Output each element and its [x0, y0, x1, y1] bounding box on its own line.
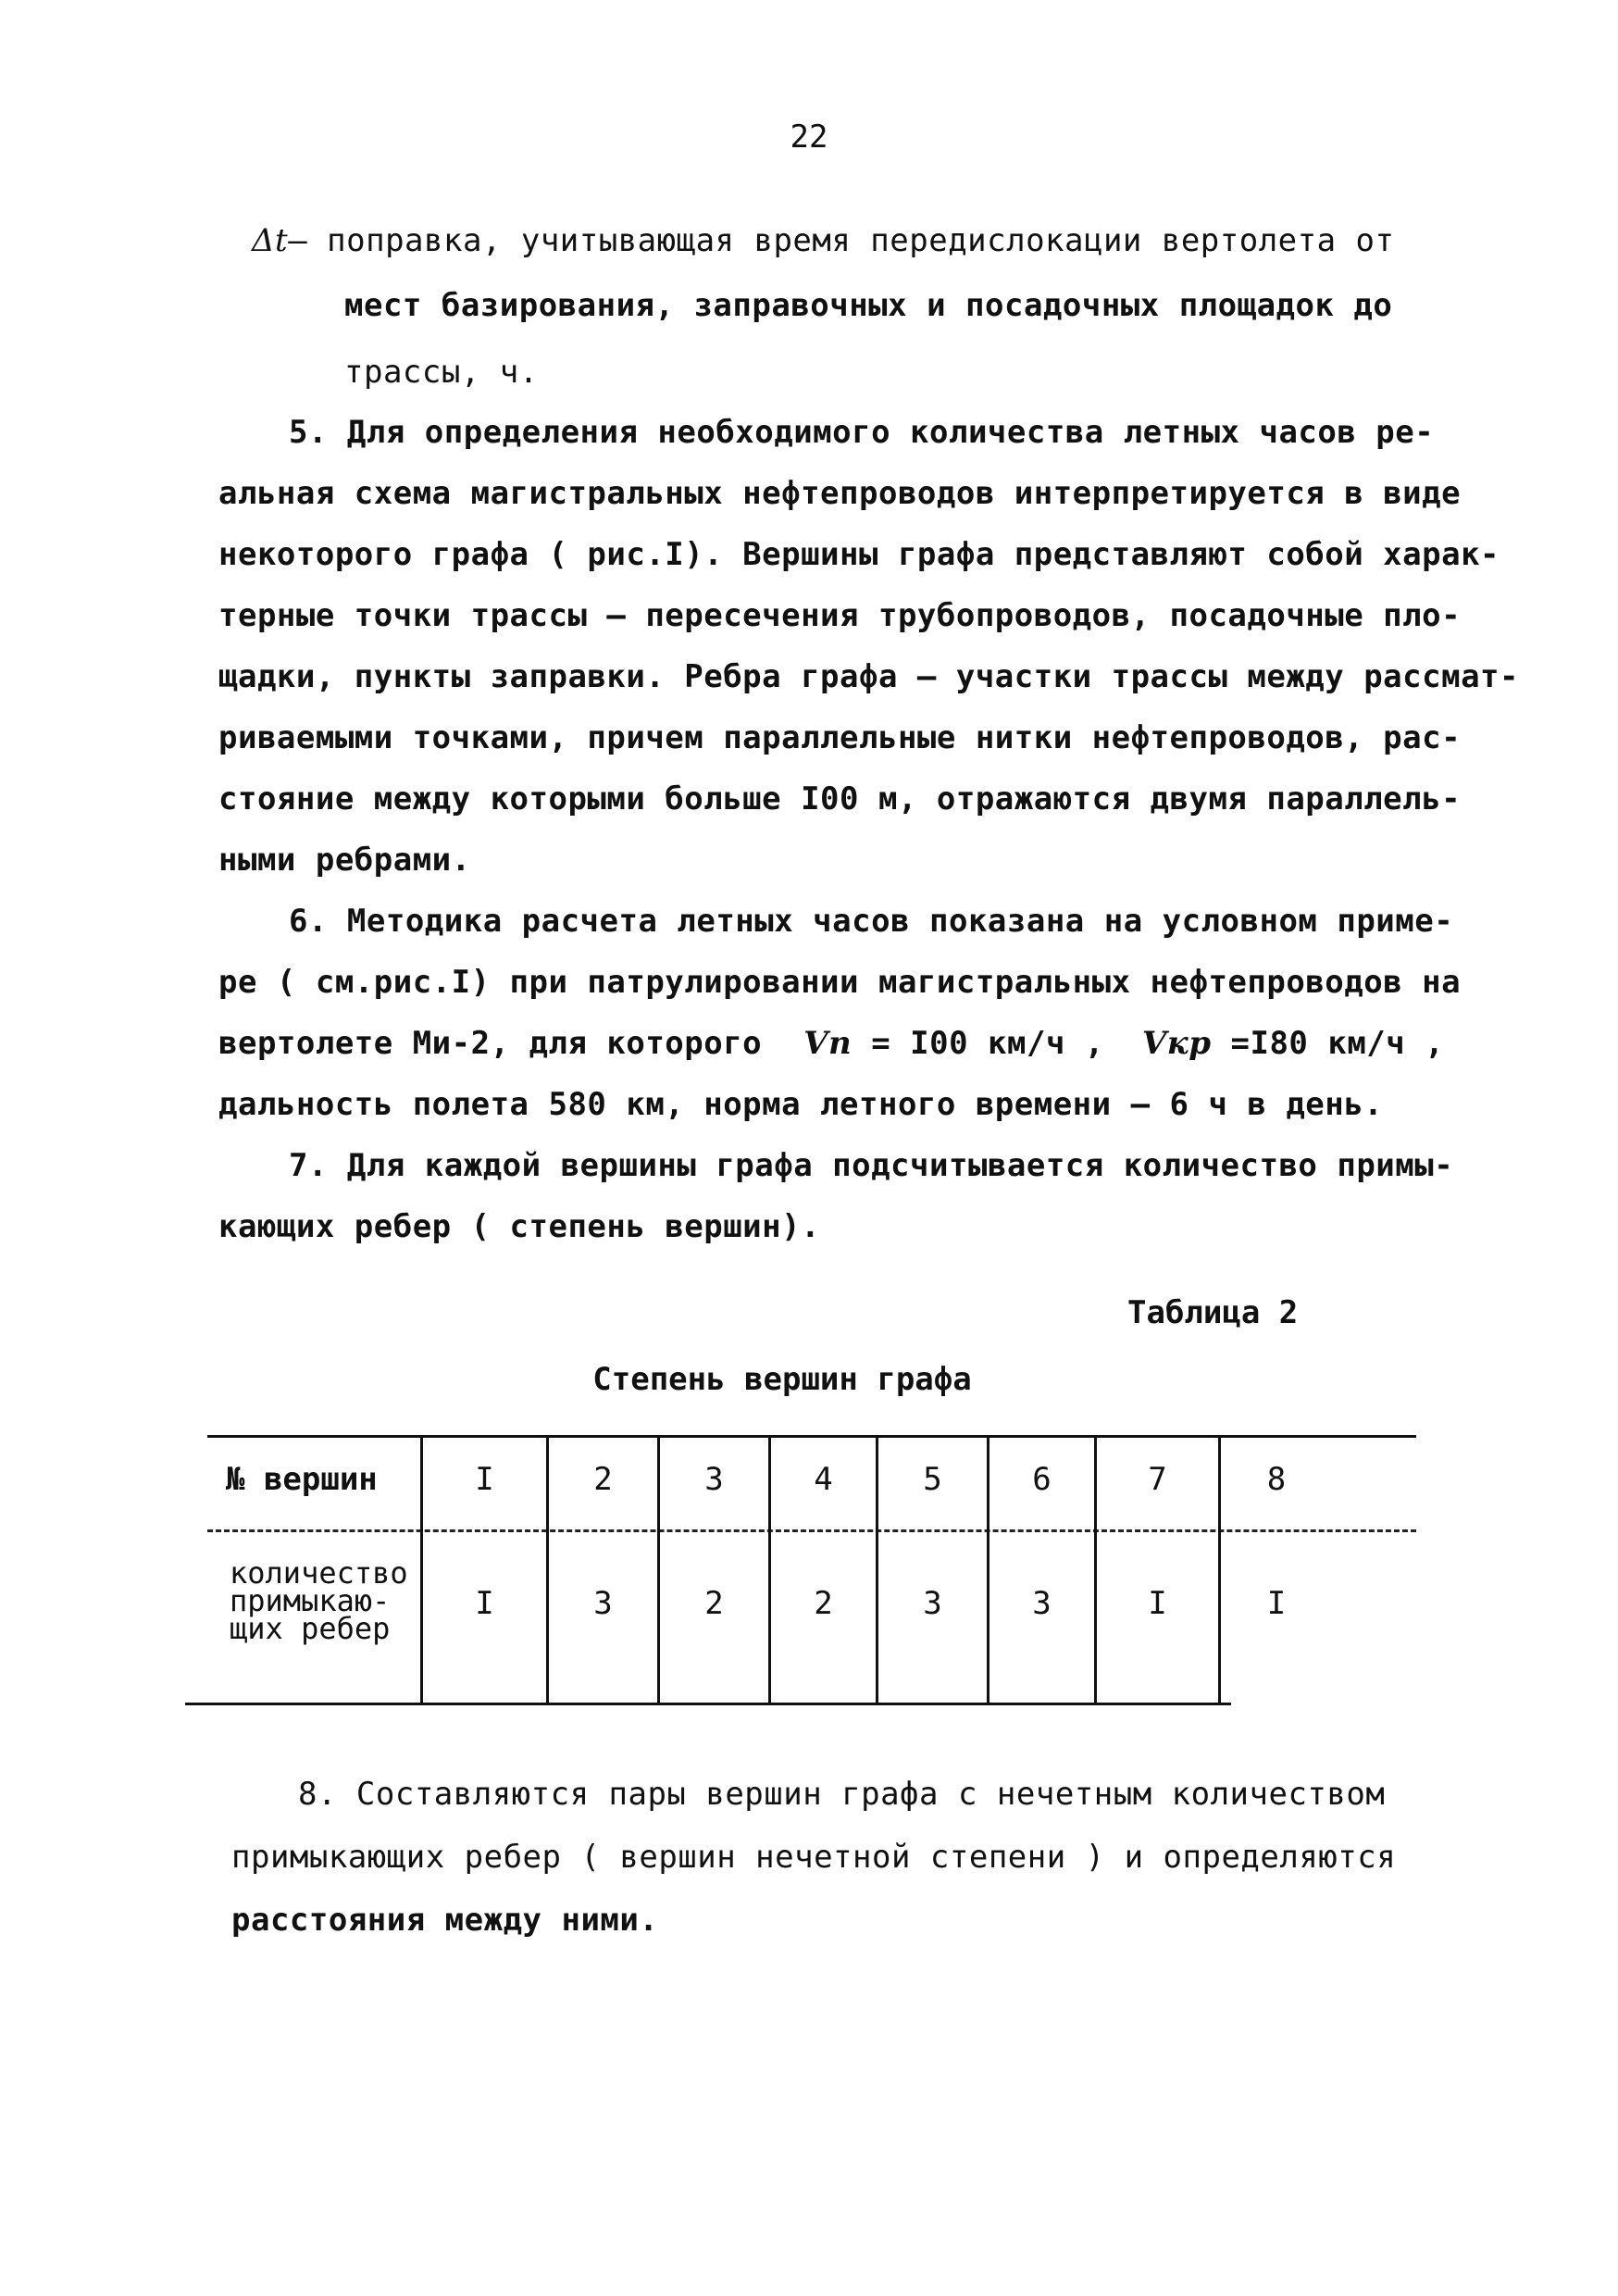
table-header-degree-1: количество — [230, 1555, 408, 1591]
table-caption: Степень вершин графа — [592, 1361, 972, 1398]
p6-line-2: ре ( см.рис.I) при патрулировании магистральных нефтепроводов на — [218, 964, 1462, 1001]
table-degree-cell: I — [475, 1585, 494, 1622]
table-vertex-cell: 5 — [923, 1461, 942, 1498]
table-header-degree-2: примыкаю- — [230, 1583, 391, 1618]
p5-line-8: ными ребрами. — [218, 842, 471, 879]
table-degree-cell: 2 — [814, 1585, 833, 1622]
table-degree-cell: 3 — [593, 1585, 613, 1622]
p5-line-4: терные точки трассы – пересечения трубопроводов, посадочные пло- — [218, 597, 1462, 634]
table-vertex-cell: 3 — [704, 1461, 724, 1498]
p5-line-1: 5. Для определения необходимого количества летных часов ре- — [289, 414, 1435, 451]
table-vertex-cell: I — [475, 1461, 494, 1498]
table-number: Таблица 2 — [1127, 1294, 1299, 1331]
p8-line-2: примыкающих ребер ( вершин нечетной степени ) и определяются — [231, 1839, 1397, 1876]
table-degree-cell: 2 — [704, 1585, 724, 1622]
p6-line-4: дальность полета 580 км, норма летного времени – 6 ч в день. — [218, 1086, 1384, 1123]
p6-line-3 — [218, 1025, 1444, 1062]
table-bottom-rule — [185, 1703, 1231, 1705]
v-patrol-symbol: Vп — [803, 1025, 853, 1062]
p5-line-3: некоторого графа ( рис.I). Вершины графа представляют собой харак- — [218, 536, 1500, 573]
correction-line-3: трассы, ч. — [344, 354, 539, 391]
table-header-vertex: № вершин — [226, 1461, 378, 1498]
table-middle-rule — [207, 1529, 1416, 1532]
p5-line-7: стояние между которыми больше I00 м, отражаются двумя параллель- — [218, 780, 1462, 817]
correction-text-1: – поправка, учитывающая время передислокации вертолета от — [288, 222, 1395, 259]
table-degree-cell: 3 — [923, 1585, 942, 1622]
v-cruise-value: =I80 км/ч , — [1230, 1025, 1445, 1062]
p6-speed-prefix: вертолете Ми-2, для которого — [218, 1025, 763, 1062]
p8-line-1: 8. Составляются пары вершин графа с нечетным количеством — [298, 1776, 1386, 1813]
p5-line-5: щадки, пункты заправки. Ребра графа – участки трассы между рассмат- — [218, 658, 1519, 695]
table-vertex-cell: 2 — [593, 1461, 613, 1498]
table-vertex-cell: 7 — [1148, 1461, 1167, 1498]
p5-line-6: риваемыми точками, причем параллельные нитки нефтепроводов, рас- — [218, 719, 1462, 756]
table-degree-cell: 3 — [1032, 1585, 1052, 1622]
p5-line-2: альная схема магистральных нефтепроводов интерпретируется в виде — [218, 475, 1462, 512]
page-number: 22 — [790, 119, 828, 156]
table-vertex-cell: 8 — [1266, 1461, 1287, 1498]
degree-table — [185, 1435, 1416, 1705]
v-cruise-symbol: Vкр — [1141, 1025, 1212, 1062]
p6-line-1: 6. Методика расчета летных часов показана на условном приме- — [289, 903, 1454, 940]
correction-line-1 — [252, 222, 1395, 259]
p8-line-3: расстояния между ними. — [231, 1902, 659, 1939]
table-header-degree-3: щих ребер — [230, 1611, 391, 1646]
correction-line-2: мест базирования, заправочных и посадочных площадок до — [344, 287, 1393, 324]
table-top-rule — [207, 1435, 1416, 1438]
table-vertex-cell: 6 — [1032, 1461, 1052, 1498]
table-degree-cell: I — [1148, 1585, 1167, 1622]
p7-line-2: кающих ребер ( степень вершин). — [218, 1208, 821, 1245]
table-vertex-cell: 4 — [814, 1461, 833, 1498]
table-degree-cell: I — [1266, 1585, 1287, 1622]
p7-line-1: 7. Для каждой вершины графа подсчитывается количество примы- — [289, 1147, 1454, 1184]
v-patrol-value: = I00 км/ч , — [871, 1025, 1104, 1062]
delta-t-symbol: Δt — [252, 222, 289, 259]
